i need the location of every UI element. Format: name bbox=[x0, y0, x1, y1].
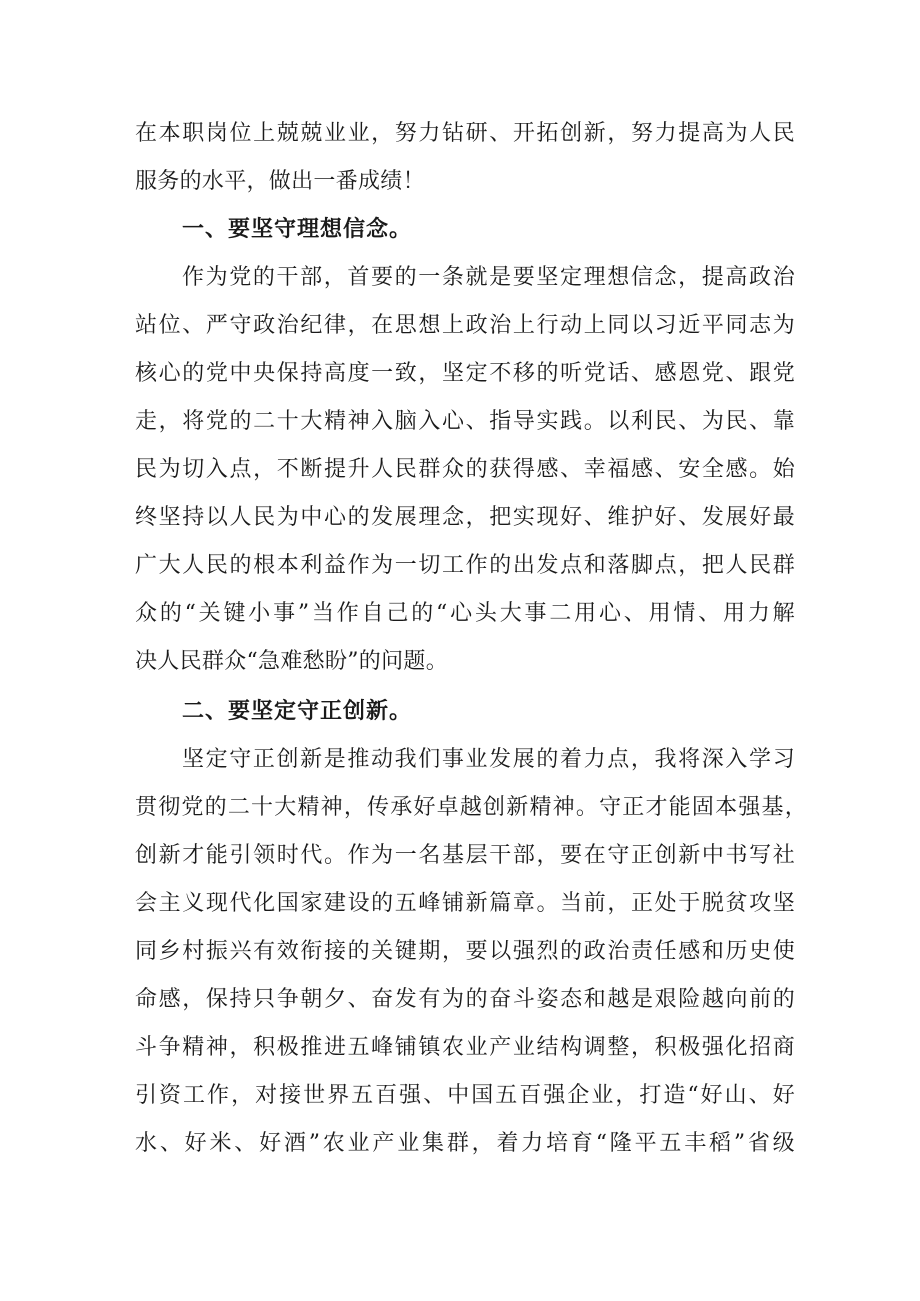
paragraph-line: 贯彻党的二十大精神，传承好卓越创新精神。守正才能固本强基， bbox=[135, 795, 807, 820]
section-heading-1: 一、要坚守理想信念。 bbox=[182, 217, 413, 242]
paragraph-line: 创新才能引领时代。作为一名基层干部，要在守正创新中书写社 bbox=[135, 843, 795, 868]
paragraph-line: 水、好米、好酒”农业产业集群，着力培育“隆平五丰稻”省级 bbox=[135, 1131, 795, 1156]
paragraph-line: 会主义现代化国家建设的五峰铺新篇章。当前，正处于脱贫攻坚 bbox=[135, 891, 795, 916]
section-heading-2: 二、要坚定守正创新。 bbox=[182, 699, 413, 724]
paragraph-line: 命感，保持只争朝夕、奋发有为的奋斗姿态和越是艰险越向前的 bbox=[135, 987, 795, 1012]
paragraph-line: 广大人民的根本利益作为一切工作的出发点和落脚点，把人民群 bbox=[135, 553, 795, 578]
paragraph-line: 服务的水平，做出一番成绩！ bbox=[135, 169, 425, 194]
paragraph-line: 终坚持以人民为中心的发展理念，把实现好、维护好、发展好最 bbox=[135, 505, 795, 530]
paragraph-line: 众的“关键小事”当作自己的“心头大事二用心、用情、用力解 bbox=[135, 601, 795, 626]
paragraph-line: 核心的党中央保持高度一致，坚定不移的听党话、感恩党、跟党 bbox=[135, 361, 795, 386]
paragraph-line: 站位、严守政治纪律，在思想上政治上行动上同以习近平同志为 bbox=[135, 313, 795, 338]
paragraph-line: 作为党的干部，首要的一条就是要坚定理想信念，提高政治 bbox=[182, 265, 795, 290]
paragraph-line: 斗争精神，积极推进五峰铺镇农业产业结构调整，积极强化招商 bbox=[135, 1035, 795, 1060]
paragraph-line: 引资工作，对接世界五百强、中国五百强企业，打造“好山、好 bbox=[135, 1083, 795, 1108]
paragraph-line: 走，将党的二十大精神入脑入心、指导实践。以利民、为民、靠 bbox=[135, 409, 795, 434]
paragraph-line: 同乡村振兴有效衔接的关键期，要以强烈的政治责任感和历史使 bbox=[135, 939, 795, 964]
paragraph-line: 民为切入点，不断提升人民群众的获得感、幸福感、安全感。始 bbox=[135, 457, 795, 482]
paragraph-line: 在本职岗位上兢兢业业，努力钻研、开拓创新，努力提高为人民 bbox=[135, 121, 795, 146]
paragraph-line: 坚定守正创新是推动我们事业发展的着力点，我将深入学习 bbox=[182, 747, 795, 772]
paragraph-line: 决人民群众“急难愁盼”的问题。 bbox=[135, 649, 448, 674]
